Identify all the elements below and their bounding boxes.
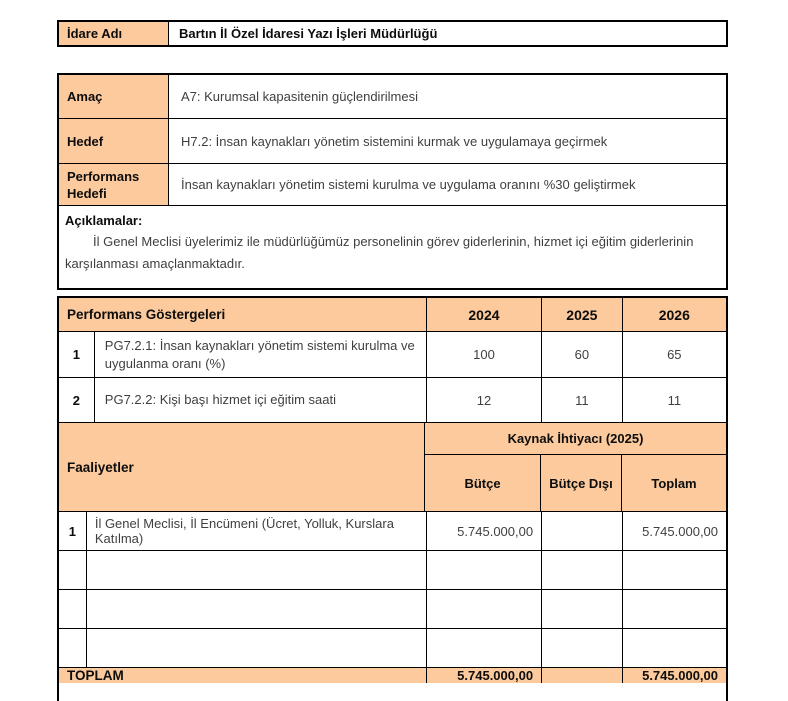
activity-name (87, 551, 427, 589)
indicator-value-2024: 100 (427, 332, 542, 377)
aciklamalar-section (59, 206, 726, 288)
activity-butce-disi-value (542, 512, 623, 550)
activity-toplam-value: 5.745.000,00 (642, 523, 719, 539)
performans-hedefi-row (59, 164, 726, 206)
toplam-column-header: Toplam (622, 455, 726, 511)
year-2026-header: 2026 (623, 298, 726, 331)
activity-number (59, 629, 87, 667)
activities-header (59, 423, 726, 512)
faaliyetler-label: Faaliyetler (59, 423, 425, 511)
indicator-value-2024: 12 (427, 378, 542, 422)
admin-name-row (59, 22, 726, 45)
amac-row (59, 75, 726, 119)
hedef-row (59, 119, 726, 164)
activity-butce-value: 5.745.000,00 (427, 512, 542, 550)
kaynak-ihtiyaci-title: Kaynak İhtiyacı (2025) (425, 423, 726, 455)
activity-toplam-value (623, 551, 726, 589)
butce-column-header: Bütçe (425, 455, 541, 511)
performans-hedefi-label: Performans Hedefi (59, 164, 169, 205)
resource-need-header (425, 423, 726, 511)
year-2025-header: 2025 (542, 298, 623, 331)
total-toplam-value: 5.745.000,00 (623, 668, 726, 683)
admin-name-value: Bartın İl Özel İdaresi Yazı İşleri Müdürlüğü (179, 26, 438, 41)
activity-number: 1 (59, 512, 87, 550)
butce-disi-column-header: Bütçe Dışı (541, 455, 622, 511)
activity-toplam-value (623, 590, 726, 628)
activity-row (59, 551, 726, 590)
indicator-value-2025: 60 (542, 332, 623, 377)
admin-name-table (57, 20, 728, 47)
aciklamalar-text: İl Genel Meclisi üyelerimiz ile müdürlüğümüz personelinin görev giderlerinin, hizmet içi eğitim giderlerinin karşılanması amaçlanmaktadır. (65, 234, 694, 271)
admin-name-label: İdare Adı (59, 22, 169, 45)
activity-row (59, 629, 726, 668)
toplam-label: TOPLAM (59, 668, 427, 683)
activity-name (87, 590, 427, 628)
indicators-header-row (59, 298, 726, 332)
hedef-value: H7.2: İnsan kaynakları yönetim sistemini kurmak ve uygulamaya geçirmek (181, 133, 608, 149)
activity-toplam-value (623, 629, 726, 667)
indicators-title: Performans Göstergeleri (59, 298, 427, 331)
performans-hedefi-value: İnsan kaynakları yönetim sistemi kurulma ve uygulama oranını %30 geliştirmek (181, 177, 636, 192)
total-butce-disi-value (542, 668, 623, 683)
total-butce-value: 5.745.000,00 (427, 668, 542, 683)
total-row (59, 668, 726, 683)
activity-number (59, 551, 87, 589)
activity-name: İl Genel Meclisi, İl Encümeni (Ücret, Yolluk, Kurslara Katılma) (87, 512, 427, 550)
aciklamalar-label: Açıklamalar: (65, 213, 143, 228)
hedef-label: Hedef (59, 119, 169, 163)
amac-value: A7: Kurumsal kapasitenin güçlendirilmesi (181, 89, 419, 104)
activity-name (87, 629, 427, 667)
activity-row (59, 590, 726, 629)
resource-columns-row (425, 455, 726, 511)
amac-label: Amaç (59, 75, 169, 118)
indicator-row (59, 378, 726, 423)
activity-number (59, 590, 87, 628)
activity-butce-disi-value (542, 590, 623, 628)
activity-butce-value (427, 590, 542, 628)
activity-butce-value (427, 629, 542, 667)
indicator-value-2026: 11 (667, 392, 682, 408)
activity-butce-value (427, 551, 542, 589)
indicator-name: PG7.2.1: İnsan kaynakları yönetim sistemi kurulma ve uygulanma oranı (%) (95, 332, 427, 377)
goal-table (57, 73, 728, 290)
activity-row (59, 512, 726, 551)
indicator-name: PG7.2.2: Kişi başı hizmet içi eğitim saati (95, 378, 427, 422)
indicators-activities-table (57, 296, 728, 701)
indicator-value-2025: 11 (542, 378, 623, 422)
indicator-number: 1 (59, 332, 95, 377)
activity-butce-disi-value (542, 629, 623, 667)
indicator-number: 2 (59, 378, 95, 422)
indicator-row (59, 332, 726, 378)
activity-butce-disi-value (542, 551, 623, 589)
indicator-value-2026: 65 (667, 347, 682, 362)
year-2024-header: 2024 (427, 298, 542, 331)
